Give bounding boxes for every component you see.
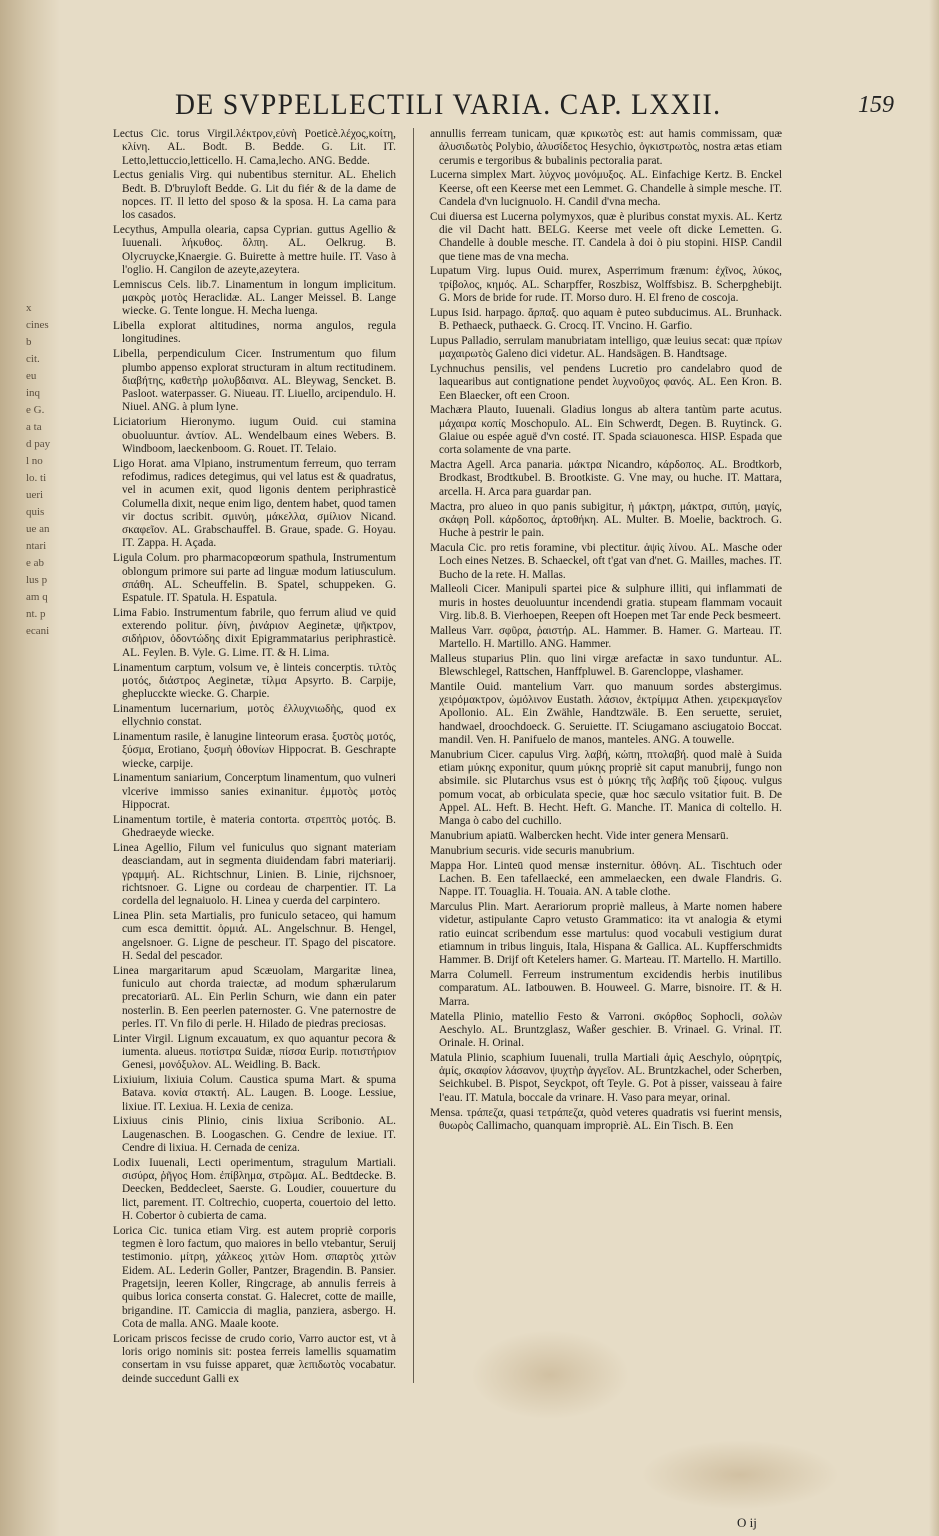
margin-notes xyxy=(26,300,56,640)
dictionary-entry: Machæra Plauto, Iuuenali. Gladius longus ab altera tantùm parte acutus. μάχαιρα κοπίς Moschopulo. AL. Ein Schwerdt, Degen. B. Ruytinck. G. Glaiue ou espée aguë d'vn costé. IT. Spada sciauonesca. HISP. Espada que corta solamente de vna parte. xyxy=(430,404,782,457)
margin-note: l no xyxy=(26,455,43,467)
dictionary-entry: Mensa. τράπεζα, quasi τετράπεζα, quòd veteres quadratis vsi fuerint mensis, θυωρὸς Callimacho, quanquam impropriè. AL. Ein Tisch. B. Een xyxy=(430,1106,782,1132)
margin-note: am q xyxy=(26,591,48,603)
dictionary-entry: Liciatorium Hieronymo. iugum Ouid. cui stamina obuoluuntur. ἀντίον. AL. Wendelbaum eines Webers. B. Windboom, laeckenboom. G. Rouet. IT. Telaio. xyxy=(113,416,396,455)
dictionary-entry: Linea margaritarum apud Scæuolam, Margaritæ linea, funiculo aut chorda traiectæ, ad modum sphærularum precatoriarū. AL. Ein Perlin Schurn, wie dann ein pater nosterlin. B. Een peerlen paternoster. G. Vne paternostre de perles. IT. Vn filo di perle. H. Hilado de piedras preciosas. xyxy=(113,964,396,1030)
dictionary-entry: Libella, perpendiculum Cicer. Instrumentum quo filum plumbo appenso explorat structuram in altum rectitudinem. διαβήτης, καθετὴρ μολυβδαινα. AL. Bleywag, Sencket. B. Pasloot. waterpasser. G. Niueau. IT. Liuello, arcipendulo. H. Niuel. ANG. à plum lyne. xyxy=(113,348,396,414)
dictionary-entry: Lectus Cic. torus Virgil.λέκτρον,εὐνὴ Poeticè.λέχος,κοίτη, κλίνη. AL. Bodt. B. Bedde. G. Lit. IT. Letto,lettuccio,letticello. H. Cama,lecho. ANG. Bedde. xyxy=(113,128,396,167)
dictionary-entry: Lodix Iuuenali, Lecti operimentum, stragulum Martiali. σισύρα, ῥῆγος Hom. ἐπίβλημα, στρῶμα. AL. Bedtdecke. B. Deecken, Beddecleet, Saerste. G. Loudier, couuerture du lict, parement. IT. Coltrechio, cuoperta, couertoio del letto. H. Cobertor ò cubierta de cama. xyxy=(113,1156,396,1222)
dictionary-entry: Marculus Plin. Mart. Aerariorum propriè malleus, à Marte nomen habere videtur, astipulante Capro vetusto Grammatico: ita vt analogia & etymi ratio euincat scribendum esse martulus: quod vocabuli vestigium durat etiamnum in tribus linguis, Itala, Hispana & Gallica. AL. Kupfferschmidts Hammer. B. Drijf oft Ketelers hamer. G. Marteau. IT. Martello. H. Martillo. xyxy=(430,901,782,967)
dictionary-entry: Lychnuchus pensilis, vel pendens Lucretio pro candelabro quod de laquearibus aut contignatione pendet λυχνοῦχος φανός. AL. Een Kron. B. Een Blaecker, oft een Croon. xyxy=(430,363,782,402)
dictionary-entry: Lorica Cic. tunica etiam Virg. est autem propriè corporis tegmen è loro factum, quo maiores in bello vtebantur, Seruij testimonio. μίτρη, χάλκεος χιτὼν Hom. σπαρτὸς χιτὼν Eidem. AL. Lederin Goller, Pantzer, Bragendin. B. Pansier. Pragetsijn, leeren Koller, Ringcrage, ab annulis ferreis à quibus lorica conserta constat. G. Halecret, cotte de maille, brigandine. IT. Camiccia di maglia, panziera, asbergo. H. Cota de malla. ANG. Maale koote. xyxy=(113,1224,396,1330)
dictionary-entry: Manubrium securis. vide securis manubrium. xyxy=(430,844,635,857)
dictionary-entry: Matula Plinio, scaphium Iuuenali, trulla Martiali ἀμὶς Aeschylo, οὐρητρίς, ἀμίς, σκαφίον λάσανον, ψυχτὴρ ἀγγεῖον. AL. Bruntzkachel, oder Scherben, Seichkubel. B. Pispot, Seyckpot, oft Teyle. G. Pot à pisser, vaisseau à faire l'eau. IT. Matula, boccale da vrinare. H. Vaso para meyar, orinal. xyxy=(430,1051,782,1104)
dictionary-entry: Linea Plin. seta Martialis, pro funiculo setaceo, qui hamum cum esca demittit. ὁρμιά. AL. Angelschnur. B. Hengel, angelsnoer. G. Ligne de pescheur. IT. Spago del piscatore. H. Sedal del pescador. xyxy=(113,909,396,962)
dictionary-entry: Malleoli Cicer. Manipuli spartei pice & sulphure illiti, qui inflammati de muris in hostes deuoluuntur incendendi gratia. stupeam flammam vocauit Virg. lib.8. B. Vierhoepen, Reepen oft Hoepen met Tar ende Peck besmeert. xyxy=(430,583,782,622)
dictionary-entry: Mactra, pro alueo in quo panis subigitur, ἡ μάκτρη, μάκτρα, σιπύη, μαγίς, σκάφη Poll. κάρδοπος, ἀρτοθήκη. AL. Multer. B. Moelie, backtroch. G. Huche à pestrir le pain. xyxy=(430,500,782,540)
dictionary-entry: Malleus Varr. σφῦρα, ῥαιστήρ. AL. Hammer. B. Hamer. G. Marteau. IT. Martello. H. Martillo. ANG. Hammer. xyxy=(430,624,782,650)
dictionary-entry: Mactra Agell. Arca panaria. μάκτρα Nicandro, κάρδοπος. AL. Brodtkorb, Brodkast, Brodtkubel. B. Brootkiste. G. Vne may, ou huche. IT. Mattara, arcella. H. Arca para guardar pan. xyxy=(430,459,782,498)
margin-note: cit. xyxy=(26,353,40,365)
dictionary-entry: Manubrium Cicer. capulus Virg. λαβή, κώπη, πτολαβή. quod malè à Suida etiam μύκης exponitur, quum μύκης propriè sit caput manubrij, fungo non absimile. sic Plutarchus vsus est ὁ μύκης τῆς λαβῆς τοῦ ξίφους. vulgus pomum vocat, ab orbiculata specie, quæ hoc sæculo vsitatior fuit. B. De Appel. AL. Heft. B. Hecht. Heft. G. Manche. IT. Manica di coltello. H. Manga ò cabo del cuchillo. xyxy=(430,748,782,828)
margin-note: inq xyxy=(26,387,41,399)
dictionary-entry: Lima Fabio. Instrumentum fabrile, quo ferrum aliud ve quid exterendo politur. ῥίνη, ῥινάριον Aeginetæ, ψῆκτρον, σιδήριον, ὀδοντώδης dixit Epigrammatarius periphrasticè. AL. Feylen. B. Vyle. G. Lime. IT. & H. Lima. xyxy=(113,606,396,659)
dictionary-entry: Linamentum carptum, volsum ve, è linteis concerptis. τιλτὸς μοτός, διάστρος Aeginetæ, τίλμα Apsyrto. B. Carpije, gheplucckte wiecke. G. Charpie. xyxy=(113,661,396,701)
margin-note: eu xyxy=(26,370,37,382)
page-edge xyxy=(929,0,939,1536)
dictionary-entry: Lucerna simplex Mart. λύχνος μονόμυξος. AL. Einfachige Kertz. B. Enckel Keerse, oft een Keerse met een Lemmet. G. Chandelle à simple mesche. IT. Candela d'vn lucignuolo. H. Candil d'vna mecha. xyxy=(430,169,782,208)
margin-note: e ab xyxy=(26,557,45,569)
margin-note: cines xyxy=(26,319,49,331)
dictionary-entry: Matella Plinio, matellio Festo & Varroni. σκόρθος Sophocli, σολὼν Aeschylo. AL. Bruntzglasz, Waßer geschier. B. Vrinael. G. Vrinal. IT. Orinale. H. Orinal. xyxy=(430,1010,782,1050)
dictionary-entry: Linamentum tortile, è materia contorta. στρεπτὸς μοτός. B. Ghedraeyde wiecke. xyxy=(113,813,396,840)
dictionary-entry: Ligula Colum. pro pharmacopœorum spathula, Instrumentum oblongum primore sui parte ad linguæ modum latiusculum. σπάθη. AL. Scheuffelin. B. Spatel, schuppeken. G. Espatule. IT. Spatula. H. Espatula. xyxy=(113,552,396,605)
dictionary-entry: Cui diuersa est Lucerna polymyxos, quæ è pluribus constat myxis. AL. Kertz die vil Dacht hatt. BELG. Keerse met veele oft dicke Lemetten. G. Chandelle à double mesche. IT. Candela à doi ò piu stopini. HISP. Candil que tiene mas de vna mecha. xyxy=(430,210,782,263)
margin-note: a ta xyxy=(26,421,42,433)
dictionary-entry: annullis ferream tunicam, quæ κρικωτὸς est: aut hamis commissam, quæ ἁλυσιδωτὸς Polybio, ἁλυσίδετος Hesychio, ὀγκιστρωτὸς, nostra ætas etiam cerumis e tergoribus & bubalinis pectoralia parat. xyxy=(430,128,782,167)
dictionary-entry: Lecythus, Ampulla olearia, capsa Cyprian. guttus Agellio & Iuuenali. λήκυθος. ὄλπη. AL. Oelkrug. B. Olycruycke,Knaergie. G. Buirette à mettre huile. IT. Vaso à l'oglio. H. Cangilon de azeyte,azeytera. xyxy=(113,224,396,276)
page-number: 159 xyxy=(858,92,894,118)
column-divider xyxy=(413,128,414,1383)
running-title: DE SVPPELLECTILI VARIA. CAP. LXXII. xyxy=(175,88,722,121)
margin-note: d pay xyxy=(26,438,51,450)
margin-note: nt. p xyxy=(26,608,46,620)
dictionary-entry: Lixiuus cinis Plinio, cinis lixiua Scribonio. AL. Laugenaschen. B. Loogaschen. G. Cendre de lexiue. IT. Cendre di lixiua. H. Cernada de ceniza. xyxy=(113,1115,396,1154)
dictionary-entry: Lupatum Virg. lupus Ouid. murex, Asperrimum frænum: ἐχῖνος, λύκος, τρίβολος, κημός. AL. Scharpffer, Roszbisz, Wolffsbisz. B. Scherpghebijt. G. Mors de bride for rude. IT. Morso duro. H. El freno de coscoja. xyxy=(430,265,782,305)
signature-mark: O ij xyxy=(737,1515,757,1530)
dictionary-entry: Mappa Hor. Linteū quod mensæ insternitur. ὀθόνη. AL. Tischtuch oder Lachen. B. Een tafellaecké, een ammelaecken, een dwale Flandris. G. Nappe. IT. Touaglia. H. Touaia. AN. A table clothe. xyxy=(430,859,782,899)
dictionary-entry: Linamentum rasile, è lanugine linteorum erasa. ξυστὸς μοτός, ξύσμα, Erotiano, ξυσμὴ ὀθονίων Hippocrat. B. Geschrapte wiecke, carpije. xyxy=(113,731,396,770)
dictionary-entry: Marra Columell. Ferreum instrumentum excidendis herbis inutilibus comparatum. AL. Iatbouwen. B. Houweel. G. Marre, bisnoire. IT. & H. Marra. xyxy=(430,969,782,1008)
dictionary-entry: Linamentum lucernarium, μοτὸς ἐλλυχνιωδὴς, quod ex ellychnio constat. xyxy=(113,702,396,729)
margin-note: e G. xyxy=(26,404,45,416)
dictionary-entry: Lupus Palladio, serrulam manubriatam intelligo, quæ leuius secat: quæ πρίων μαχαιρωτὸς Galeno dici videtur. AL. Handsägen. B. Handtsage. xyxy=(430,334,782,361)
right-column xyxy=(430,128,782,1135)
dictionary-entry: Manubrium apiatū. Walbercken hecht. Vide inter genera Mensarū. xyxy=(430,830,729,843)
paper-stain xyxy=(640,1440,840,1510)
dictionary-entry: Lectus genialis Virg. qui nubentibus sternitur. AL. Ehelich Bedt. B. D'bruyloft Bedde. G. Lit du fiér & de la dame de nopces. IT. Il letto del sposo & la sposa. H. La cama para los casados. xyxy=(113,169,396,222)
left-column xyxy=(113,128,396,1387)
page-gutter xyxy=(0,0,60,1536)
margin-note: x xyxy=(26,302,32,314)
dictionary-entry: Lixiuium, lixiuia Colum. Caustica spuma Mart. & spuma Batava. κονία στακτή. AL. Laugen. B. Looge. Lessiue, lixiue. IT. Lexiua. H. Lexia de ceniza. xyxy=(113,1073,396,1113)
dictionary-entry: Ligo Horat. ama Vlpiano, instrumentum ferreum, quo terram refodimus, radices detegimus, qui vel latus est & quadratus, vel in acumen exit, quod ligonis dentem periphrasticè Columella dixit, neque enim ligo, dentem habet, quod tamen vir doctus scribit. σμινύη, μάκελλα, σμίλιον Nicand. σκαφεῖον. AL. Grabschauffel. B. Graue, spade. G. Hoyau. IT. Zappa. H. Açada. xyxy=(113,457,396,550)
margin-note: ntari xyxy=(26,540,47,552)
margin-note: lo. ti xyxy=(26,472,47,484)
dictionary-entry: Linter Virgil. Lignum excauatum, ex quo aquantur pecora & iumenta. alueus. ποτίστρα Suidæ, πίσσα Eurip. ποτιστήριον Genesi, μονόξυλον. AL. Weidling. B. Back. xyxy=(113,1032,396,1072)
dictionary-entry: Lemniscus Cels. lib.7. Linamentum in longum implicitum. μακρὸς μοτὸς Heraclidæ. AL. Langer Meissel. B. Lange wiecke. G. Tente longue. H. Mecha luenga. xyxy=(113,278,396,318)
paper-stain xyxy=(470,1330,630,1420)
dictionary-entry: Linea Agellio, Filum vel funiculus quo signant materiam deasciandam, aut in segmenta diuidendam fabri materiarij. γραμμή. AL. Richtschnur, Linien. B. Linie, rijchsnoer, richtsnoer. G. Ligne ou cordeau de charpentier. IT. La cordella del legnaiuolo. H. Linea y cuerda del carpintero. xyxy=(113,841,396,908)
dictionary-entry: Loricam priscos fecisse de crudo corio, Varro auctor est, vt à loris origo nominis sit: postea ferreis lamellis squamatim consertam in vsu fuisse apparet, quæ λεπιδωτὸς vocabatur. deinde succedunt Galli ex xyxy=(113,1332,396,1385)
dictionary-entry: Libella explorat altitudines, norma angulos, regula longitudines. xyxy=(113,320,396,346)
dictionary-entry: Lupus Isid. harpago. ἅρπαξ. quo aquam è puteo subducimus. AL. Brunhack. B. Pethaeck, puthaeck. G. Crocq. IT. Vncino. H. Garfio. xyxy=(430,306,782,333)
margin-note: ueri xyxy=(26,489,44,501)
dictionary-entry: Malleus stuparius Plin. quo lini virgæ arefactæ in saxo tunduntur. AL. Blewschlegel, Rattschen, Hanffpluwel. B. Garencloppe, vlashamer. xyxy=(430,652,782,679)
margin-note: b xyxy=(26,336,32,348)
dictionary-entry: Mantile Ouid. mantelium Varr. quo manuum sordes abstergimus. χειρόμακτρον, ὠμόλινον Eustath. λάσιον, ἐκτρίμμα Athen. χειρεκμαγεῖον Apollonio. AL. Ein Zwähle, Handtzwäle. B. Een seruette, seruiet, handwael, droochdoeck. G. Seruiette. IT. Sciugamano asciugatoio Boccat. mandil. Ven. H. Panifuelo de manos, manteles. ANG. A touwelle. xyxy=(430,680,782,747)
dictionary-entry: Linamentum saniarium, Concerptum linamentum, quo vulneri vlcerive immisso sanies exinanitur. ἐμμοτὸς μοτὸς Hippocrat. xyxy=(113,772,396,812)
margin-note: quis xyxy=(26,506,45,518)
margin-note: lus p xyxy=(26,574,48,586)
margin-note: ecani xyxy=(26,625,50,637)
margin-note: ue an xyxy=(26,523,50,535)
dictionary-entry: Macula Cic. pro retis foramine, vbi plectitur. ἀψὶς λίνου. AL. Masche oder Loch eines Netzes. B. Schaeckel, oft t'gat van d'net. G. Mailles, maches. IT. Bucho de la rete. H. Mallas. xyxy=(430,541,782,581)
